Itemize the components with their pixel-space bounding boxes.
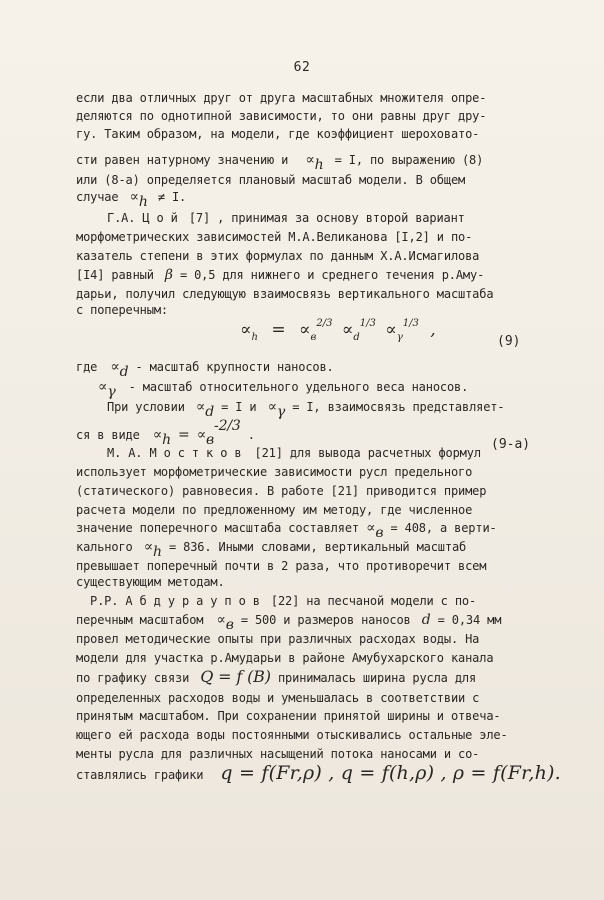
text-line: менты русла для различных насыщений потока наносами и со- [76, 747, 480, 761]
alpha-symbol: ∝ [267, 399, 277, 415]
text-fragment: [7] , принимая за основу второй вариант [188, 211, 465, 225]
text-line: с поперечным: [76, 303, 168, 317]
subscript-b: в [206, 432, 215, 448]
alpha-symbol: ∝ [366, 520, 376, 536]
text-line [76, 190, 186, 209]
text-line: морфометрических зависимостей М.А.Великанова [I,2] и по- [76, 230, 473, 244]
text-line: дарьи, получил следующую взаимосвязь вертикального масштаба [76, 287, 494, 301]
subscript-b: в [225, 617, 234, 633]
d-symbol: d [421, 612, 431, 628]
text-line: (статического) равновесия. В работе [21] приводится пример [76, 484, 487, 498]
text-fragment: где [76, 360, 98, 374]
text-line: модели для участка р.Амударьи в районе Амубухарского канала [76, 651, 494, 665]
text-line: деляются по однотипной зависимости, то они равны друг дру- [76, 109, 487, 123]
alpha-symbol: ∝ [110, 359, 120, 375]
alpha-symbol: ∝ [299, 320, 311, 340]
alpha-symbol: ∝ [305, 152, 315, 168]
subscript-gamma: γ [396, 332, 403, 343]
text-line: использует морфометрические зависимости русл предельного [76, 465, 473, 479]
text-fragment: = 836. Иными словами, вертикальный масштаб [168, 540, 467, 554]
text-line [107, 211, 465, 225]
author-name: Г.А. Ц о й [107, 211, 178, 225]
text-fragment: [I4] равный [76, 268, 154, 282]
subscript-gamma: γ [276, 404, 286, 420]
subscript-d: d [119, 364, 129, 380]
text-fragment: - масштаб относительного удельного веса наносов. [128, 380, 469, 394]
text-line [76, 360, 334, 379]
author-name: Р.Р. А б д у р а у п о в [90, 594, 260, 608]
q-relation-formula: Q = f (B) [200, 667, 271, 686]
subscript-h: h [138, 194, 148, 210]
text-line: принятым масштабом. При сохранении принятой ширины и отвеча- [76, 709, 501, 723]
text-line [107, 400, 504, 419]
subscript-h: h [162, 432, 171, 448]
text-fragment: ся в виде [76, 428, 140, 442]
text-line [90, 594, 476, 608]
equation-number-9a: (9-а) [491, 437, 531, 452]
alpha-symbol: ∝ [216, 612, 226, 628]
beta-symbol: β [164, 267, 173, 283]
exponent: 1/3 [402, 318, 419, 329]
text-line: провел методические опыты при различных расходах воды. На [76, 632, 480, 646]
text-line [76, 667, 477, 686]
text-line: расчета модели по предложенному им методу, где численное [76, 503, 473, 517]
text-fragment: ≠ I. [157, 190, 187, 204]
text-fragment: [21] для вывода расчетных формул [254, 446, 481, 460]
subscript-b: в [310, 332, 317, 343]
alpha-symbol: ∝ [143, 539, 154, 555]
subscript-d: d [353, 332, 360, 343]
text-line: или (8-а) определяется плановый масштаб модели. В общем [76, 173, 466, 187]
text-fragment: = 0,5 для нижнего и среднего течения р.Аму- [179, 268, 485, 282]
text-fragment: по графику связи [76, 671, 190, 685]
text-fragment: = 408, а верти- [390, 521, 497, 535]
text-line: определенных расходов воды и уменьшалась в соответствии с [76, 691, 480, 705]
alpha-symbol: ∝ [98, 379, 108, 395]
subscript-gamma: γ [107, 384, 116, 400]
text-fragment: При условии [107, 400, 185, 414]
text-line: если два отличных друг от друга масштабных множителя опре- [76, 91, 487, 105]
subscript-h: h [251, 332, 258, 343]
graphs-formula: q = f(Fr,ρ) , q = f(h,ρ) , ρ = f(Fr,h). [220, 762, 561, 784]
text-fragment: случае [76, 190, 119, 204]
exponent: -2/3 [214, 418, 241, 434]
formula-9: $\propto_h = \propto_в^{2/3} \propto_d^{1/3} \propto_\gamma^{1/3}$ , [240, 318, 436, 343]
text-fragment: = 0,34 мм [437, 613, 502, 627]
text-line [76, 540, 466, 559]
alpha-symbol: ∝ [385, 320, 397, 340]
text-line [107, 446, 481, 460]
text-line [76, 268, 484, 282]
text-fragment: перечным масштабом [76, 613, 204, 627]
exponent: 2/3 [316, 318, 333, 329]
text-line [76, 613, 501, 632]
text-fragment: = I и [221, 400, 257, 414]
alpha-symbol: ∝ [152, 427, 163, 443]
alpha-symbol: ∝ [129, 189, 139, 205]
subscript-h: h [314, 157, 324, 173]
author-name: М. А. М о с т к о в [107, 446, 242, 460]
text-line: ся в виде ∝h = ∝в-2/3 . [76, 418, 255, 448]
text-line [76, 153, 483, 172]
text-fragment: кального [76, 540, 133, 554]
text-fragment: = 500 и размеров наносов [240, 613, 411, 627]
alpha-symbol: ∝ [240, 320, 252, 340]
page-number: 62 [293, 60, 311, 75]
text-fragment: = I, взаимосвязь представляет- [292, 400, 505, 414]
subscript-h: h [153, 544, 162, 560]
text-line [98, 380, 468, 399]
text-line: превышает поперечный почти в 2 раза, что противоречит всем [76, 559, 487, 573]
subscript-b: в [375, 525, 384, 541]
text-fragment: - масштаб крупности наносов. [135, 360, 334, 374]
alpha-symbol: ∝ [196, 427, 207, 443]
text-line: казатель степени в этих формулах по данным Х.А.Исмагилова [76, 249, 480, 263]
text-fragment: сти равен натурному значению и [76, 153, 289, 167]
text-line: гу. Таким образом, на модели, где коэффициент шероховато- [76, 127, 480, 141]
text-line: ющего ей расхода воды постоянными отыскивались остальные эле- [76, 728, 508, 742]
exponent: 1/3 [359, 318, 376, 329]
text-fragment: [22] на песчаной модели с по- [270, 594, 477, 608]
alpha-symbol: ∝ [341, 320, 354, 340]
equation-number-9: (9) [497, 334, 521, 349]
text-fragment: ставлялись графики [76, 768, 204, 782]
text-line [76, 521, 497, 540]
alpha-symbol: ∝ [195, 399, 206, 415]
text-fragment: принималась ширина русла для [277, 671, 477, 685]
text-line [76, 762, 561, 784]
text-fragment: значение поперечного масштаба составляет [76, 521, 359, 535]
text-line: существующим методам. [76, 575, 225, 589]
subscript-d: d [205, 404, 215, 420]
text-fragment: = I, по выражению (8) [334, 153, 484, 167]
